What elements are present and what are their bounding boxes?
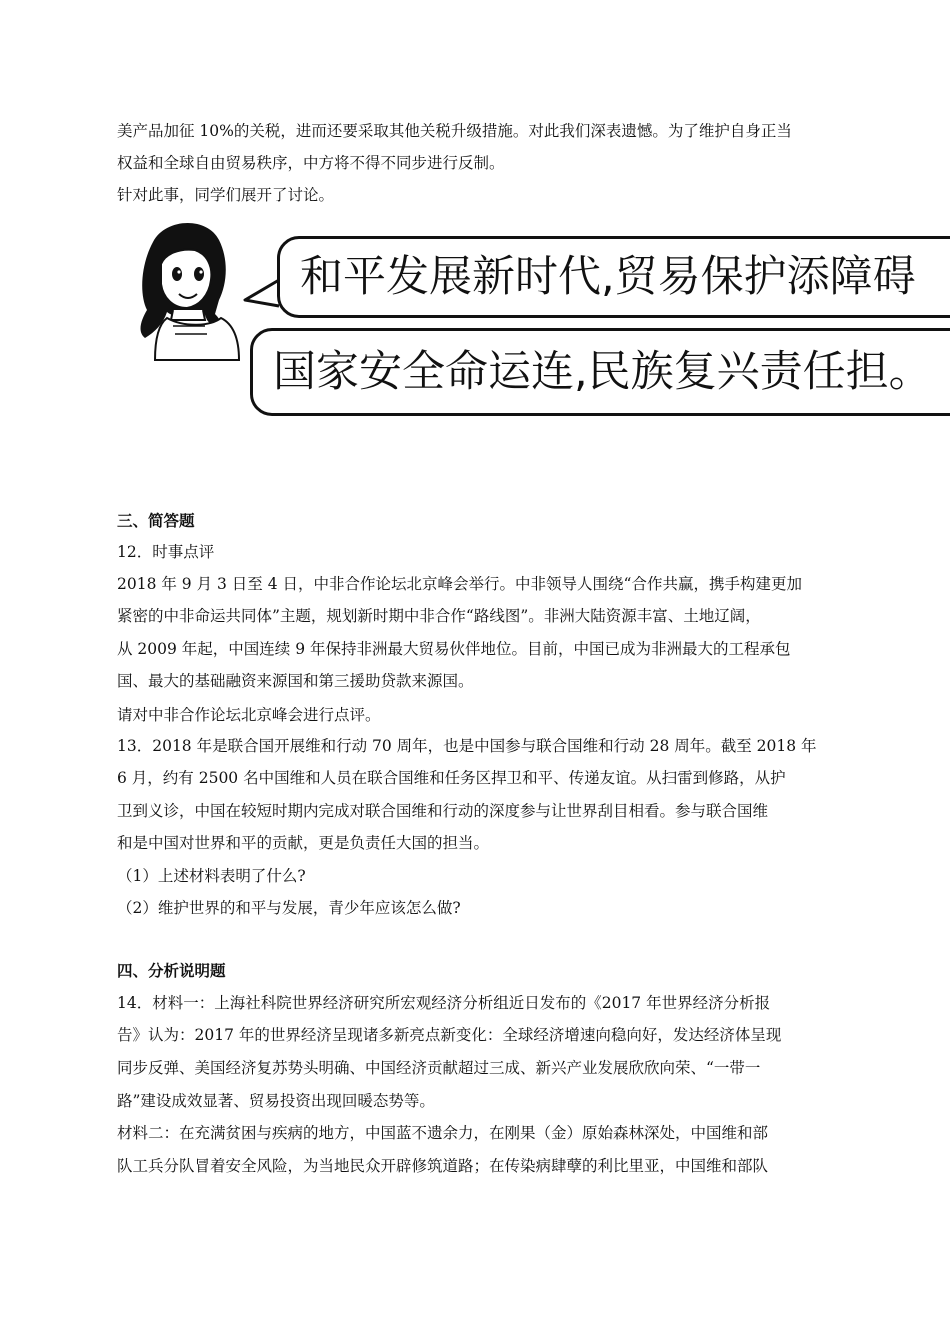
discussion-illustration [115,210,950,455]
intro-line: 针对此事，同学们展开了讨论。 [117,186,335,204]
paragraph-line: 材料二：在充满贫困与疾病的地方，中国蓝不遗余力，在刚果（金）原始森林深处，中国维和部 [117,1124,769,1142]
speech-bubble-2: 国家安全命运连,民族复兴责任担。 [250,328,950,416]
paragraph-line: 卫到义诊，中国在较短时期内完成对联合国维和行动的深度参与让世界刮目相看。参与联合国维 [117,802,769,820]
paragraph-line: 路”建设成效显著、贸易投资出现回暖态势等。 [117,1092,435,1110]
paragraph-line: 国、最大的基础融资来源国和第三援助贷款来源国。 [117,672,474,690]
paragraph-line: 和是中国对世界和平的贡献，更是负责任大国的担当。 [117,834,490,852]
paragraph-line: 紧密的中非命运共同体”主题，规划新时期中非合作“路线图”。非洲大陆资源丰富、土地辽阔， [117,607,761,625]
paragraph-line: 6 月，约有 2500 名中国维和人员在联合国维和任务区捍卫和平、传递友谊。从扫雷到修路，从护 [117,769,786,787]
section-heading: 三、简答题 [117,512,195,530]
question-title: 12．时事点评 [117,543,215,561]
intro-line: 权益和全球自由贸易秩序，中方将不得不同步进行反制。 [117,154,505,172]
speech-bubble-1: 和平发展新时代,贸易保护添障碍 [277,236,950,318]
section-heading: 四、分析说明题 [117,962,226,980]
speech-pointer-icon [241,276,281,316]
paragraph-line: 同步反弹、美国经济复苏势头明确、中国经济贡献超过三成、新兴产业发展欣欣向荣、“一带一 [117,1059,761,1077]
sub-question: （2）维护世界的和平与发展，青少年应该怎么做? [117,899,461,917]
question-prompt: 请对中非合作论坛北京峰会进行点评。 [117,706,381,724]
paragraph-line: 队工兵分队冒着安全风险，为当地民众开辟修筑道路；在传染病肆孽的利比里亚，中国维和部队 [117,1157,769,1175]
paragraph-line: 从 2009 年起，中国连续 9 年保持非洲最大贸易伙伴地位。目前，中国已成为非洲最大的工程承包 [117,640,791,658]
sub-question: （1）上述材料表明了什么? [117,867,306,885]
paragraph-line: 14．材料一：上海社科院世界经济研究所宏观经济分析组近日发布的《2017 年世界经济分析报 [117,994,771,1012]
girl-cartoon-icon [115,214,250,364]
paragraph-line: 告》认为：2017 年的世界经济呈现诸多新亮点新变化：全球经济增速向稳向好，发达经济体呈现 [117,1026,782,1044]
paragraph-line: 2018 年 9 月 3 日至 4 日，中非合作论坛北京峰会举行。中非领导人围绕“合作共赢，携手构建更加 [117,575,802,593]
intro-line: 美产品加征 10%的关税，进而还要采取其他关税升级措施。对此我们深表遗憾。为了维护自身正当 [117,122,792,140]
paragraph-line: 13．2018 年是联合国开展维和行动 70 周年，也是中国参与联合国维和行动 28 周年。截至 2018 年 [117,737,817,755]
